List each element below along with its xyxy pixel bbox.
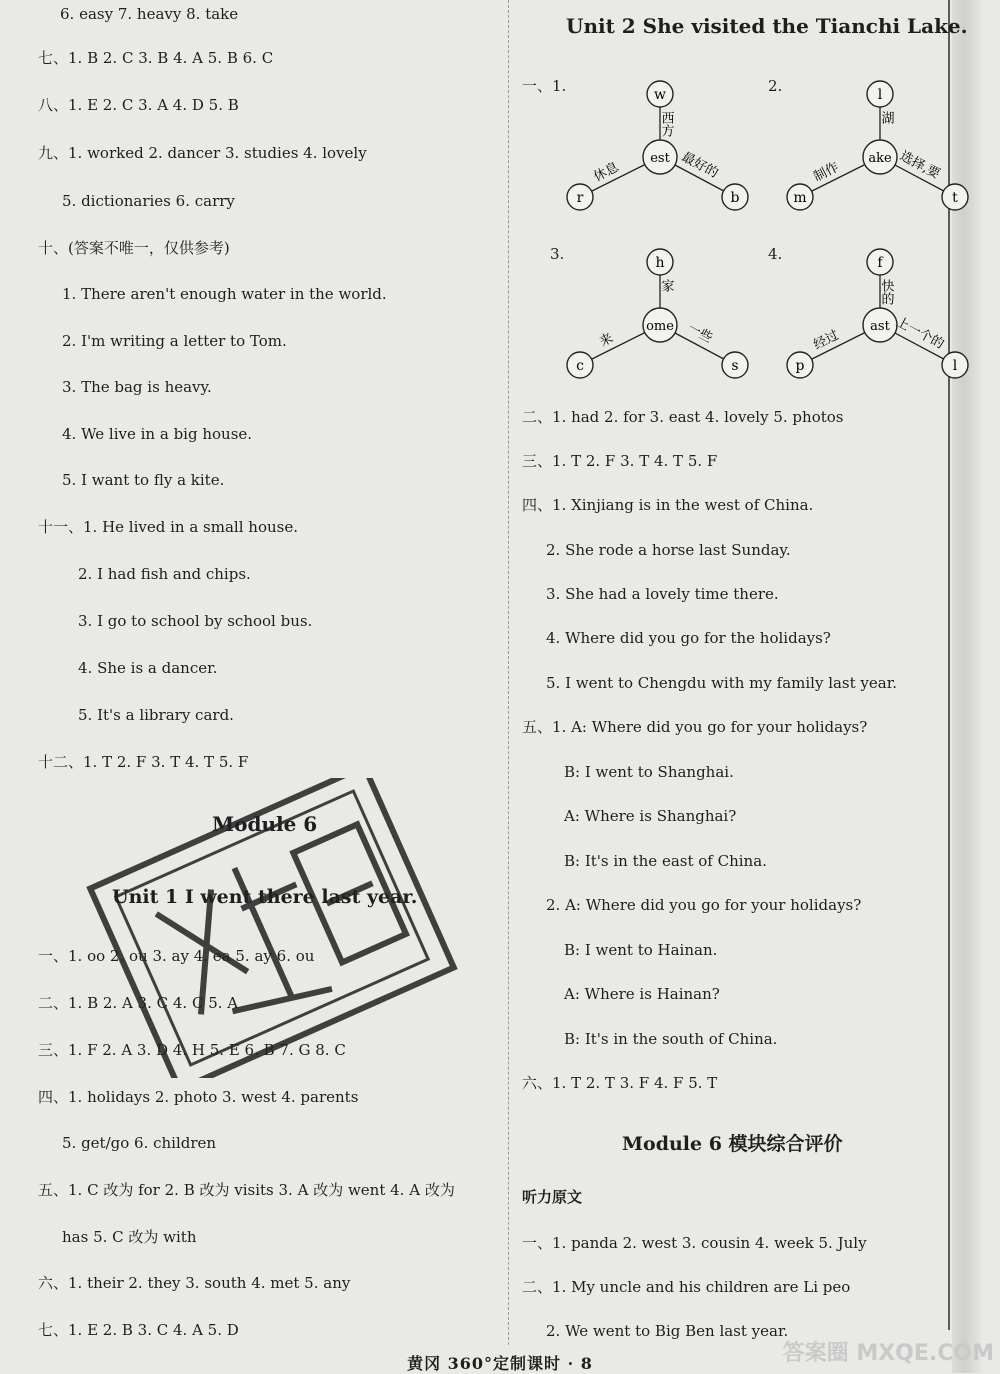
top-word: 西方: [658, 111, 674, 137]
right-letter: l: [952, 358, 958, 374]
answer-line: 2. We went to Big Ben last year.: [546, 1322, 789, 1340]
section-label: 听力原文: [522, 1188, 583, 1206]
answer-line: 十二、1. T 2. F 3. T 4. T 5. F: [38, 753, 249, 771]
answer-line: 四、1. holidays 2. photo 3. west 4. parents: [38, 1088, 359, 1106]
answer-line: 一、1. panda 2. west 3. cousin 4. week 5. July: [522, 1234, 867, 1252]
answer-line: 4. Where did you go for the holidays?: [546, 629, 831, 647]
right-letter: t: [952, 190, 958, 206]
answer-line: 3. The bag is heavy.: [62, 378, 212, 396]
left-word: 休息: [591, 159, 622, 186]
top-letter: h: [655, 255, 665, 271]
diagram-label: 3.: [550, 245, 565, 263]
right-word: 最好的: [679, 149, 721, 182]
right-word: 一些: [684, 320, 715, 347]
answer-line: B: It's in the east of China.: [564, 852, 767, 870]
answer-line: 一、1. oo 2. ou 3. ay 4. ea 5. ay 6. ou: [38, 947, 315, 965]
answer-line: 七、1. E 2. B 3. C 4. A 5. D: [38, 1321, 239, 1339]
answer-line: 八、1. E 2. C 3. A 4. D 5. B: [38, 96, 239, 114]
diagram-label: 2.: [768, 77, 783, 95]
watermark: 答案圈 MXQE.COM: [782, 1341, 994, 1366]
answer-line: B: I went to Shanghai.: [564, 763, 734, 781]
top-letter: w: [654, 87, 666, 103]
answer-line: 5. I want to fly a kite.: [62, 471, 225, 489]
left-letter: p: [795, 358, 805, 374]
unit-title: Unit 2 She visited the Tianchi Lake.: [566, 14, 968, 38]
left-letter: c: [576, 358, 584, 374]
top-word: 湖: [878, 111, 894, 124]
answer-line: 二、1. My uncle and his children are Li peo: [522, 1278, 851, 1296]
answer-line: 5. I went to Chengdu with my family last year.: [546, 674, 898, 692]
answer-line: A: Where is Hainan?: [564, 985, 720, 1003]
answer-line: 四、1. Xinjiang is in the west of China.: [522, 496, 814, 514]
top-word: 家: [658, 279, 674, 292]
left-letter: m: [793, 190, 807, 206]
answer-line: 2. I'm writing a letter to Tom.: [62, 332, 287, 350]
right-letter: s: [731, 358, 739, 374]
answer-line: 三、1. T 2. F 3. T 4. T 5. F: [522, 452, 718, 470]
answer-line: 六、1. their 2. they 3. south 4. met 5. any: [38, 1274, 351, 1292]
answer-line: 二、1. had 2. for 3. east 4. lovely 5. photos: [522, 408, 844, 426]
page-footer: 黄冈 360°定制课时 · 8: [407, 1354, 593, 1373]
answer-line: A: Where is Shanghai?: [564, 807, 737, 825]
right-letter: b: [730, 190, 740, 206]
center-letters: est: [650, 151, 670, 166]
stamp-image: [62, 778, 482, 1078]
answer-line: 三、1. F 2. A 3. D 4. H 5. E 6. B 7. G 8. C: [38, 1041, 346, 1059]
center-letters: ome: [646, 319, 674, 334]
answer-line: 1. There aren't enough water in the world.: [62, 285, 387, 303]
answer-line: 5. get/go 6. children: [62, 1134, 217, 1152]
answer-line: 二、1. B 2. A 3. C 4. C 5. A: [38, 994, 239, 1012]
answer-line: 4. We live in a big house.: [62, 425, 253, 443]
left-word: 经过: [811, 327, 842, 354]
answer-line: 十一、1. He lived in a small house.: [38, 518, 298, 536]
word-wheel-diagrams: [0, 0, 1000, 400]
center-letters: ake: [868, 151, 892, 166]
answer-line: 4. She is a dancer.: [78, 659, 218, 677]
answer-line: has 5. C 改为 with: [62, 1228, 197, 1246]
answer-line: 2. She rode a horse last Sunday.: [546, 541, 791, 559]
left-word: 制作: [811, 159, 842, 186]
answer-line: B: It's in the south of China.: [564, 1030, 778, 1048]
left-word: 来: [597, 330, 616, 351]
module-title: Module 6 模块综合评价: [622, 1133, 843, 1155]
answer-line: B: I went to Hainan.: [564, 941, 718, 959]
module-title: Module 6: [212, 812, 318, 836]
diagram-label: 一、1.: [522, 77, 567, 95]
answer-line: 3. She had a lovely time there.: [546, 585, 779, 603]
center-letters: ast: [870, 319, 890, 334]
answer-line: 5. dictionaries 6. carry: [62, 192, 235, 210]
answer-line: 五、1. A: Where did you go for your holidays?: [522, 718, 868, 736]
top-word: 快的: [878, 279, 894, 305]
left-letter: r: [576, 190, 584, 206]
answer-line: 五、1. C 改为 for 2. B 改为 visits 3. A 改为 went 4. A 改为: [38, 1181, 455, 1199]
right-word: 选择,要: [897, 148, 943, 183]
top-letter: f: [877, 255, 883, 271]
answer-line: 十、(答案不唯一，仅供参考): [38, 239, 230, 257]
top-letter: l: [877, 87, 883, 103]
answer-line: 2. I had fish and chips.: [78, 565, 251, 583]
answer-line: 5. It's a library card.: [78, 706, 234, 724]
right-word: 上一个的: [893, 314, 947, 353]
unit-title: Unit 1 I went there last year.: [112, 886, 418, 908]
answer-line: 3. I go to school by school bus.: [78, 612, 313, 630]
answer-line: 七、1. B 2. C 3. B 4. A 5. B 6. C: [38, 49, 274, 67]
answer-line: 九、1. worked 2. dancer 3. studies 4. lovely: [38, 144, 367, 162]
answer-line: 6. easy 7. heavy 8. take: [60, 5, 239, 23]
diagram-label: 4.: [768, 245, 783, 263]
answer-line: 2. A: Where did you go for your holidays?: [546, 896, 862, 914]
answer-line: 六、1. T 2. T 3. F 4. F 5. T: [522, 1074, 718, 1092]
